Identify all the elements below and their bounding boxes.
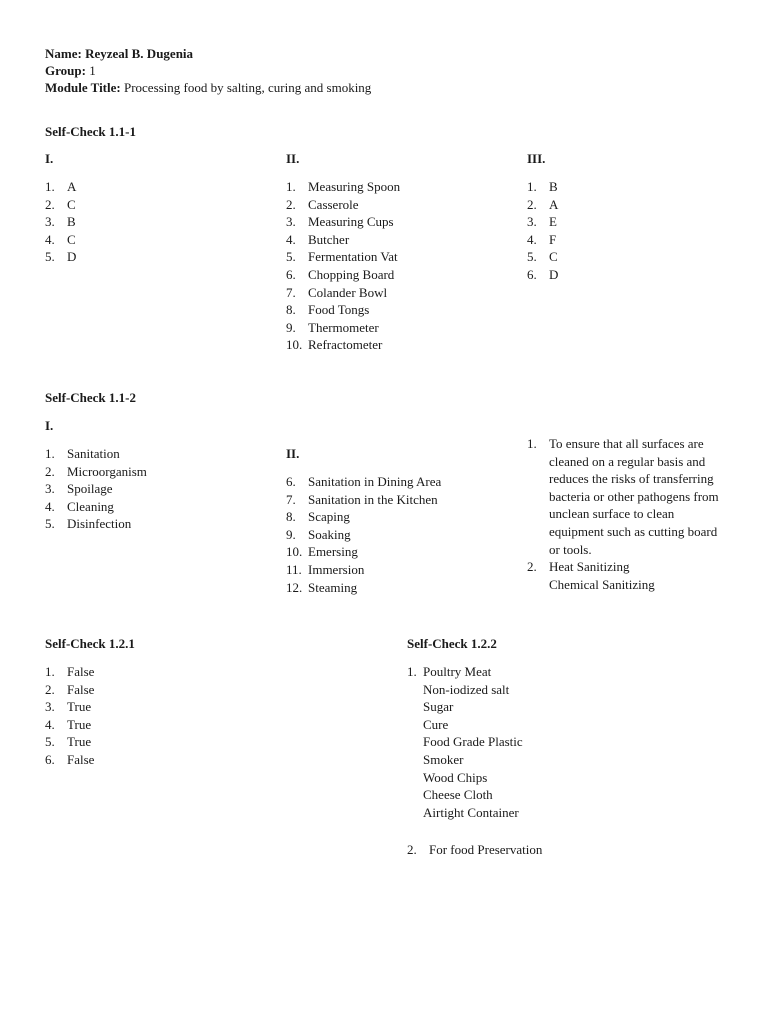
list-item (45, 716, 245, 734)
list-item (45, 445, 245, 463)
item-text: Sanitation in Dining Area (308, 474, 442, 489)
item-text: Casserole (308, 196, 359, 212)
item-text: Sanitation (67, 446, 120, 461)
sc111-part-iii-list (527, 178, 727, 284)
list-item (527, 231, 727, 249)
item-number: 2. (45, 463, 55, 479)
ingredient-item: Airtight Container (423, 804, 519, 820)
item-number: 4. (286, 231, 296, 247)
item-number: 4. (45, 231, 55, 247)
module-title-line (45, 79, 371, 97)
list-item (286, 266, 506, 284)
item-text: Fermentation Vat (308, 249, 398, 265)
item-number: 4. (45, 498, 55, 514)
item-number: 2. (45, 196, 55, 212)
self-check-1-1-2-title: Self-Check 1.1-2 (45, 390, 136, 405)
item-text-line-2: Chemical Sanitizing (549, 576, 655, 592)
item-number: 2. (527, 559, 537, 574)
group-line (45, 62, 96, 80)
item-text: True (67, 716, 92, 732)
item-number: 3. (45, 481, 55, 497)
item-text: Butcher (308, 231, 350, 247)
item-text: D (549, 266, 559, 282)
sc111-part-ii-list (286, 178, 506, 354)
item-text: Colander Bowl (308, 284, 388, 300)
group-label: Group: (45, 63, 86, 78)
item-number: 1. (45, 664, 55, 679)
item-text: D (67, 249, 77, 265)
self-check-1-2-2-title: Self-Check 1.2.2 (407, 636, 497, 651)
item-number: 1. (527, 179, 537, 194)
sc112-part-i-heading: I. (45, 418, 54, 433)
list-item (286, 561, 506, 579)
list-item (45, 213, 245, 231)
item-text: B (67, 214, 76, 230)
list-item (286, 526, 506, 544)
list-item (45, 681, 245, 699)
item-text: A (549, 196, 559, 212)
item-text: Soaking (308, 526, 351, 542)
list-item (527, 435, 727, 559)
item-text: C (549, 249, 558, 265)
sc112-part-i-list (45, 445, 245, 533)
item-number: 10. (286, 544, 303, 560)
item-number: 11. (286, 561, 302, 577)
item-text: Immersion (308, 561, 365, 577)
list-item (45, 698, 245, 716)
list-item (286, 491, 506, 509)
sc111-part-i-heading: I. (45, 151, 54, 166)
module-title-label: Module Title: (45, 80, 121, 95)
ingredient-item: Wood Chips (423, 769, 488, 785)
list-item (286, 473, 506, 491)
item-text: False (67, 664, 95, 679)
item-number: 9. (286, 319, 296, 335)
list-item (45, 515, 245, 533)
item-number: 3. (45, 214, 55, 230)
sc121-answer-list (45, 663, 245, 769)
item-number: 6. (286, 266, 296, 282)
item-number: 3. (45, 699, 55, 715)
list-item (45, 663, 245, 681)
item-text: Heat Sanitizing (549, 559, 630, 574)
item-text: Chopping Board (308, 266, 395, 282)
item-text: Disinfection (67, 516, 132, 532)
item-text: Sanitation in the Kitchen (308, 491, 438, 507)
sc111-part-ii-heading: II. (286, 151, 300, 166)
sc122-ingredient-list (423, 663, 523, 821)
ingredient-item: Sugar (423, 699, 454, 715)
list-item (286, 543, 506, 561)
item-number: 5. (45, 249, 55, 265)
item-text: False (67, 681, 95, 697)
module-title-value: Processing food by salting, curing and smoking (123, 80, 372, 95)
list-item (527, 266, 727, 284)
list-item (527, 196, 727, 214)
name-value: Reyzeal B. Dugenia (85, 46, 194, 61)
item-text: True (67, 699, 92, 715)
item-number: 10. (286, 337, 303, 353)
list-item (45, 463, 245, 481)
item-text: B (549, 179, 558, 194)
list-item (286, 213, 506, 231)
item-number: 1. (45, 179, 55, 194)
item-number: 5. (527, 249, 537, 265)
item-text: False (67, 751, 95, 767)
item-number: 1. (527, 436, 537, 451)
sc122-item-1 (407, 663, 707, 823)
list-item (45, 231, 245, 249)
item-text: Microorganism (67, 463, 147, 479)
self-check-1-1-1-title: Self-Check 1.1-1 (45, 124, 136, 139)
item-text: E (549, 214, 557, 230)
ingredient-item: Cheese Cloth (423, 787, 493, 803)
list-item (45, 248, 245, 266)
item-text: Steaming (308, 579, 358, 595)
self-check-1-2-1-title: Self-Check 1.2.1 (45, 636, 135, 651)
name-line (45, 45, 193, 63)
item-number: 9. (286, 526, 296, 542)
ingredient-item: Smoker (423, 751, 464, 767)
item-text: Measuring Spoon (308, 179, 401, 194)
list-item (286, 196, 506, 214)
ingredient-item: Poultry Meat (423, 664, 492, 679)
list-item (45, 196, 245, 214)
list-item (45, 498, 245, 516)
list-item (286, 178, 506, 196)
list-item (45, 751, 245, 769)
item-text: Refractometer (308, 337, 383, 353)
item-number: 2. (286, 196, 296, 212)
item-number: 8. (286, 302, 296, 318)
list-item (527, 213, 727, 231)
item-text: A (67, 179, 77, 194)
item-text: C (67, 196, 76, 212)
item-number: 1. (45, 446, 55, 461)
sc112-part-ii-list (286, 473, 506, 596)
item-text: F (549, 231, 557, 247)
item-number: 7. (286, 491, 296, 507)
name-label: Name: (45, 46, 82, 61)
list-item (45, 480, 245, 498)
list-item (286, 508, 506, 526)
item-number: 5. (45, 516, 55, 532)
list-item (286, 319, 506, 337)
sc111-part-iii-heading: III. (527, 151, 546, 166)
list-item (286, 579, 506, 597)
item-text: True (67, 734, 92, 750)
sc111-part-i-list (45, 178, 245, 266)
item-number: 12. (286, 579, 303, 595)
item-text: Food Tongs (308, 302, 370, 318)
ingredient-item: Cure (423, 716, 449, 732)
item-text: Scaping (308, 509, 350, 525)
item-text: Measuring Cups (308, 214, 394, 230)
item-number: 1. (407, 664, 417, 679)
item-number: 4. (45, 716, 55, 732)
list-item (45, 733, 245, 751)
list-item (286, 231, 506, 249)
list-item (527, 178, 727, 196)
item-text: To ensure that all surfaces are cleaned on a regular basis and reduces the risks of transferring bacteria or other pathogens from unclean surface to clean equipment such as cutting board or tools. (549, 436, 719, 557)
list-item (286, 284, 506, 302)
item-number: 3. (527, 214, 537, 230)
item-text: Cleaning (67, 498, 114, 514)
item-number: 7. (286, 284, 296, 300)
item-number: 5. (45, 734, 55, 750)
list-item (286, 248, 506, 266)
list-item (286, 336, 506, 354)
item-number: 1. (286, 179, 296, 194)
item-number: 6. (45, 751, 55, 767)
item-number: 2. (45, 681, 55, 697)
ingredient-item: Non-iodized salt (423, 681, 510, 697)
item-number: 2. (527, 196, 537, 212)
item-text: Spoilage (67, 481, 113, 497)
sc112-part-ii-heading: II. (286, 446, 300, 461)
list-item (286, 301, 506, 319)
item-text: C (67, 231, 76, 247)
list-item (527, 248, 727, 266)
item-number: 6. (286, 474, 296, 489)
item-text: Emersing (308, 544, 358, 560)
item-number: 6. (527, 266, 537, 282)
list-item (45, 178, 245, 196)
item-number: 4. (527, 231, 537, 247)
item-text: Thermometer (308, 319, 379, 335)
item-text: For food Preservation (429, 842, 543, 857)
item-number: 5. (286, 249, 296, 265)
item-number: 2. (407, 842, 417, 857)
item-number: 3. (286, 214, 296, 230)
group-value: 1 (89, 63, 96, 78)
item-number: 8. (286, 509, 296, 525)
ingredient-item: Food Grade Plastic (423, 734, 523, 750)
